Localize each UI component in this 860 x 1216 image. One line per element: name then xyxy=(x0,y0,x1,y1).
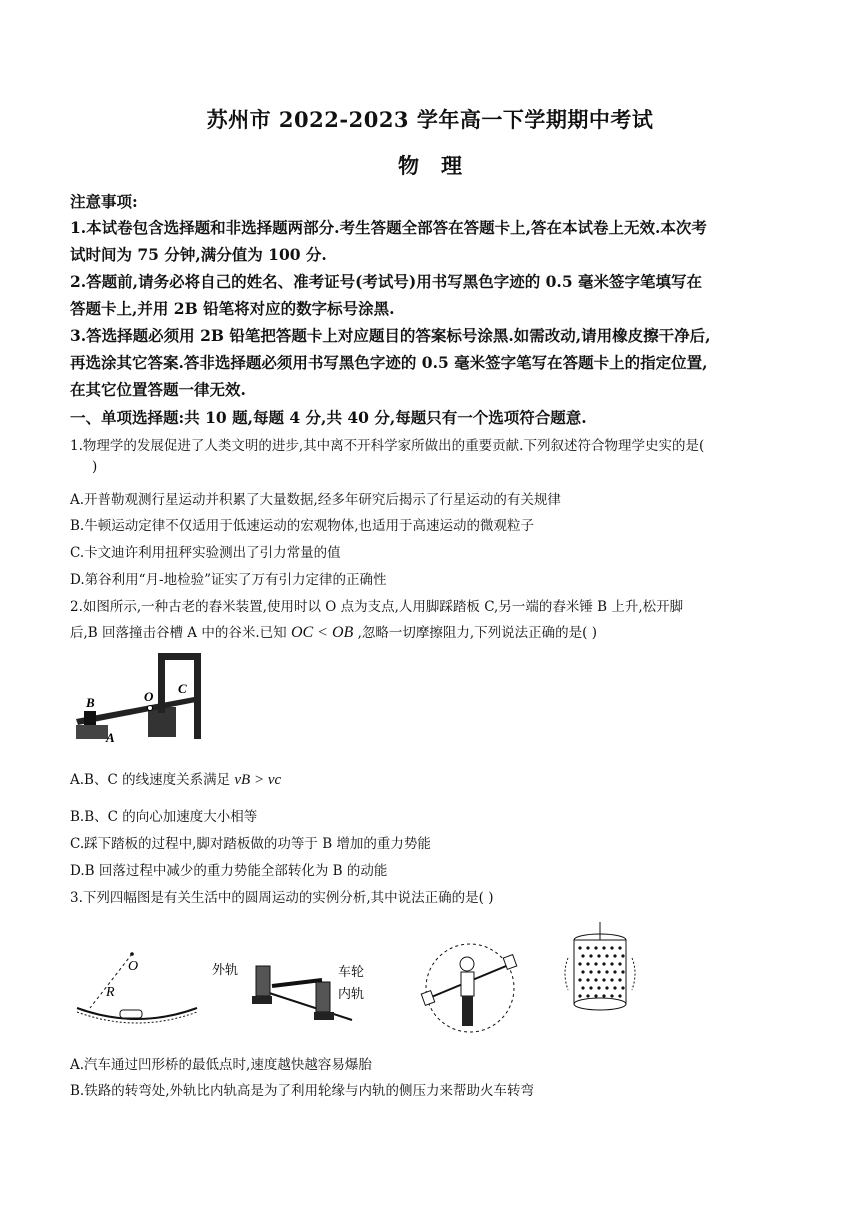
center-point xyxy=(130,952,134,956)
drum-hole xyxy=(578,978,581,981)
q2-option-c: C.踩下踏板的过程中,脚对踏板做的功等于 B 增加的重力势能 xyxy=(70,836,431,852)
q3-option-b: B.铁路的转弯处,外轨比内轨高是为了利用轮缘与内轨的侧压力来帮助火车转弯 xyxy=(70,1083,535,1099)
drum-hole xyxy=(578,946,581,949)
drum-hole xyxy=(594,946,597,949)
drum-hole xyxy=(581,970,584,973)
drum-hole xyxy=(618,946,621,949)
notice-line: 试时间为 75 分钟,满分值为 100 分. xyxy=(70,245,327,264)
subject-title: 物理 xyxy=(398,153,484,178)
drum-hole xyxy=(610,994,613,997)
railway-curve-figure xyxy=(212,940,382,1030)
exam-title: 苏州市 2022-2023 学年高一下学期期中考试 xyxy=(206,107,654,132)
notice-line: 答题卡上,并用 2B 铅笔将对应的数字标号涂黑. xyxy=(70,299,395,318)
notice-heading: 注意事项: xyxy=(70,192,138,211)
q2-option-b: B.B、C 的向心加速度大小相等 xyxy=(70,809,258,825)
label-a: A xyxy=(106,730,115,745)
option-text: A.B、C 的线速度关系满足 xyxy=(70,772,231,788)
label-r: R xyxy=(106,985,115,1000)
drum-hole xyxy=(586,978,589,981)
concave-bridge-figure xyxy=(72,940,202,1030)
drum-hole xyxy=(589,986,592,989)
drum-hole xyxy=(597,986,600,989)
bucket-bottom xyxy=(421,991,435,1006)
drum-hole xyxy=(613,954,616,957)
drum-hole xyxy=(610,962,613,965)
drum-hole xyxy=(578,994,581,997)
drum-hole xyxy=(586,946,589,949)
drum-hole xyxy=(602,994,605,997)
drum-hole xyxy=(594,994,597,997)
inner-wheel xyxy=(316,982,330,1012)
drum-hole xyxy=(578,962,581,965)
drum-hole xyxy=(618,962,621,965)
question-3-stem: 3.下列四幅图是有关生活中的圆周运动的实例分析,其中说法正确的是( ) xyxy=(70,890,494,906)
drum-hole xyxy=(581,954,584,957)
notice-line: 在其它位置答题一律无效. xyxy=(70,380,246,399)
drum-hole xyxy=(610,978,613,981)
label-o: O xyxy=(128,959,139,974)
drum-hole xyxy=(602,962,605,965)
question-1-paren: ) xyxy=(92,459,98,475)
velocity-formula: vB > vc xyxy=(234,772,282,788)
stem-text: ,忽略一切摩擦阻力,下列说法正确的是( ) xyxy=(357,625,598,641)
drum-hole xyxy=(602,946,605,949)
section-heading: 一、单项选择题:共 10 题,每题 4 分,共 40 分,每题只有一个选项符合题意. xyxy=(70,408,587,427)
hammer-head xyxy=(84,711,96,725)
question-2-stem-line2 xyxy=(70,621,795,642)
drum-hole xyxy=(618,978,621,981)
drum-hole xyxy=(586,994,589,997)
drum-hole xyxy=(605,954,608,957)
pivot-point xyxy=(148,706,153,711)
axle xyxy=(272,980,322,986)
stem-text: 后,B 回落撞击谷槽 A 中的谷米.已知 xyxy=(70,625,287,641)
drum-bottom xyxy=(574,998,626,1010)
drum-hole xyxy=(605,970,608,973)
inequality-formula: OC < OB xyxy=(290,624,354,641)
grain-trough xyxy=(76,725,108,739)
drum-hole xyxy=(621,986,624,989)
q1-option-d: D.第谷利用“月-地检验”证实了万有引力定律的正确性 xyxy=(70,572,387,588)
drum-hole xyxy=(613,986,616,989)
drum-hole xyxy=(594,978,597,981)
question-2-stem: 2.如图所示,一种古老的舂米装置,使用时以 O 点为支点,人用脚踩踏板 C,另一端的舂米锤 B 上升,松开脚 xyxy=(70,599,684,615)
bucket-swing-figure xyxy=(415,940,525,1040)
q2-option-a xyxy=(70,768,795,789)
drum-hole xyxy=(597,954,600,957)
car-icon xyxy=(120,1010,142,1018)
drum-hole xyxy=(602,978,605,981)
drum-hole xyxy=(586,962,589,965)
q1-option-a: A.开普勒观测行星运动并积累了大量数据,经多年研究后揭示了行星运动的有关规律 xyxy=(70,492,561,508)
drum-hole xyxy=(618,994,621,997)
spray-left xyxy=(565,958,568,990)
drum-hole xyxy=(621,970,624,973)
rice-pounder-figure xyxy=(70,645,220,745)
inner-rail xyxy=(314,1012,334,1020)
label-inner-rail: 内轨 xyxy=(338,986,365,1001)
outer-rail xyxy=(252,996,272,1004)
label-c: C xyxy=(178,681,187,696)
person-head xyxy=(460,957,474,971)
label-wheel: 车轮 xyxy=(338,964,365,979)
q2-option-d: D.B 回落过程中减少的重力势能全部转化为 B 的动能 xyxy=(70,863,388,879)
q1-option-b: B.牛顿运动定律不仅适用于低速运动的宏观物体,也适用于高速运动的微观粒子 xyxy=(70,518,535,534)
drum-hole xyxy=(589,954,592,957)
frame-post-right xyxy=(194,659,201,739)
notice-line: 2.答题前,请务必将自己的姓名、准考证号(考试号)用书写黑色字迹的 0.5 毫米签字笔填写在 xyxy=(70,272,703,291)
drum-hole xyxy=(621,954,624,957)
person-legs xyxy=(462,996,473,1026)
drum-hole xyxy=(610,946,613,949)
drum-hole xyxy=(597,970,600,973)
spin-dryer-figure xyxy=(560,918,640,1028)
q1-option-c: C.卡文迪许利用扭秤实验测出了引力常量的值 xyxy=(70,545,341,561)
person-body xyxy=(461,972,474,996)
drum-hole xyxy=(613,970,616,973)
label-b: B xyxy=(86,695,95,710)
drum-hole xyxy=(581,986,584,989)
spray-right xyxy=(632,958,635,990)
notice-line: 1.本试卷包含选择题和非选择题两部分.考生答题全部答在答题卡上,答在本试卷上无效.本次考 xyxy=(70,218,707,237)
notice-line: 3.答选择题必须用 2B 铅笔把答题卡上对应题目的答案标号涂黑.如需改动,请用橡皮擦干净后, xyxy=(70,326,711,345)
drum-hole xyxy=(589,970,592,973)
q3-option-a: A.汽车通过凹形桥的最低点时,速度越快越容易爆胎 xyxy=(70,1057,372,1073)
outer-wheel xyxy=(256,966,270,996)
drum-hole xyxy=(594,962,597,965)
drum-hole xyxy=(605,986,608,989)
label-o: O xyxy=(144,689,154,704)
notice-line: 再选涂其它答案.答非选择题必须用书写黑色字迹的 0.5 毫米签字笔写在答题卡上的指定位置, xyxy=(70,353,708,372)
question-1-stem: 1.物理学的发展促进了人类文明的进步,其中离不开科学家所做出的重要贡献.下列叙述符合物理学史实的是( xyxy=(70,438,705,454)
label-outer-rail: 外轨 xyxy=(212,962,239,977)
frame-top-bar xyxy=(158,653,201,660)
